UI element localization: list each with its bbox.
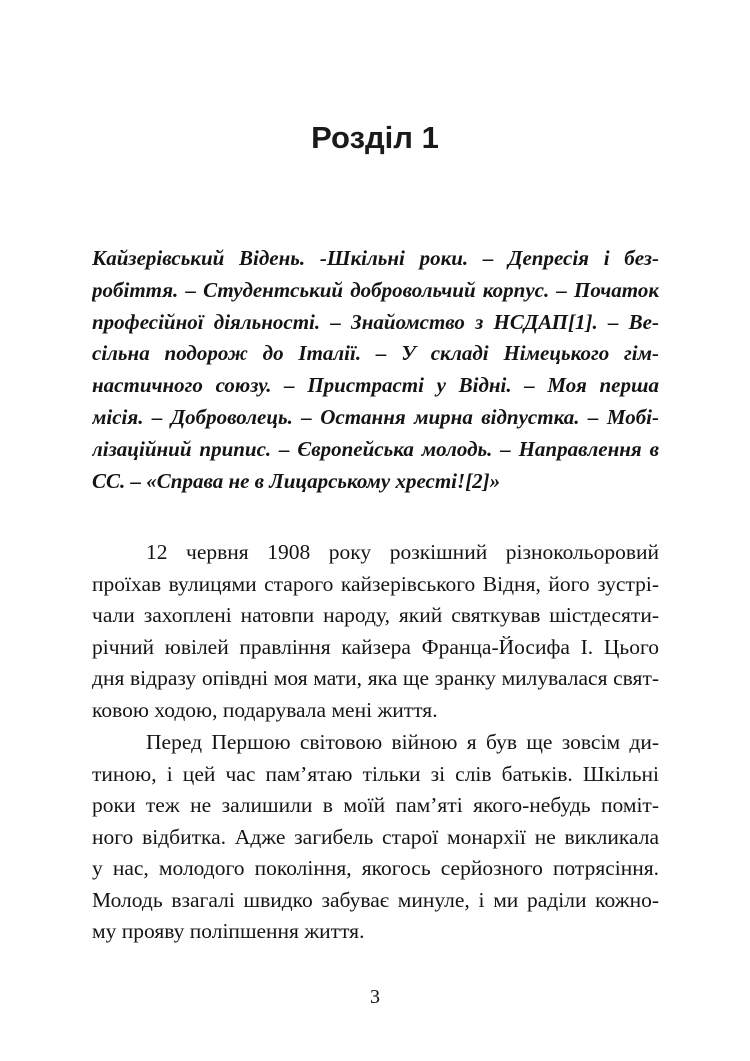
page-number: 3: [370, 986, 380, 1008]
epigraph-line: робіття. – Студентський добровольчий корпус. – Початок: [92, 277, 659, 302]
paragraph-line: Молодь взагалі швидко забуває минуле, і ми раділи кожно-: [92, 887, 659, 912]
chapter-title: Розділ 1: [311, 120, 439, 155]
paragraph-line: ного відбитка. Адже загибель старої монархії не викликала: [92, 824, 659, 849]
epigraph-line: професійної діяльності. – Знайомство з НСДАП[1]. – Ве-: [92, 309, 659, 334]
paragraph-line: 12 червня 1908 року розкішний різнокольоровий: [146, 540, 659, 564]
paragraph-line: чали захоплені натовпи народу, який святкував шістдесяти-: [92, 603, 659, 627]
paragraph-line: тиною, і цей час пам’ятаю тільки зі слів батьків. Шкільні: [92, 761, 659, 786]
paragraph-line: роки теж не залишили в моїй пам’яті якого-небудь поміт-: [92, 793, 659, 817]
epigraph-line: лізаційний припис. – Європейська молодь. – Направлення в: [92, 436, 659, 461]
paragraph-line: ковою ходою, подарувала мені життя.: [92, 697, 438, 722]
epigraph-line: місія. – Доброволець. – Остання мирна відпустка. – Мобі-: [92, 404, 659, 429]
epigraph-line: Кайзерівський Відень. -Шкільні роки. – Депресія і без-: [92, 246, 659, 270]
epigraph-line: сільна подорож до Італії. – У складі Німецького гім-: [92, 341, 659, 366]
paragraph-line: му прояву поліпшення життя.: [92, 919, 365, 943]
paragraph-line: проїхав вулицями старого кайзерівського Відня, його зустрі-: [92, 571, 659, 596]
paragraph-line: дня відразу опівдні моя мати, яка ще зранку милувалася свят-: [92, 666, 659, 690]
epigraph-line: СС. – «Справа не в Лицарському хресті![2]»: [92, 468, 501, 493]
body-paragraph-1: [92, 537, 659, 726]
chapter-epigraph: [92, 243, 659, 497]
paragraph-line: річний ювілей правління кайзера Франца-Йосифа I. Цього: [92, 634, 659, 659]
paragraph-line: Перед Першою світовою війною я був ще зовсім ди-: [146, 730, 659, 754]
epigraph-line: настичного союзу. – Пристрасті у Відні. – Моя перша: [92, 373, 659, 398]
body-paragraph-2: [92, 727, 659, 948]
paragraph-line: у нас, молодого покоління, якогось серйозного потрясіння.: [92, 856, 659, 880]
